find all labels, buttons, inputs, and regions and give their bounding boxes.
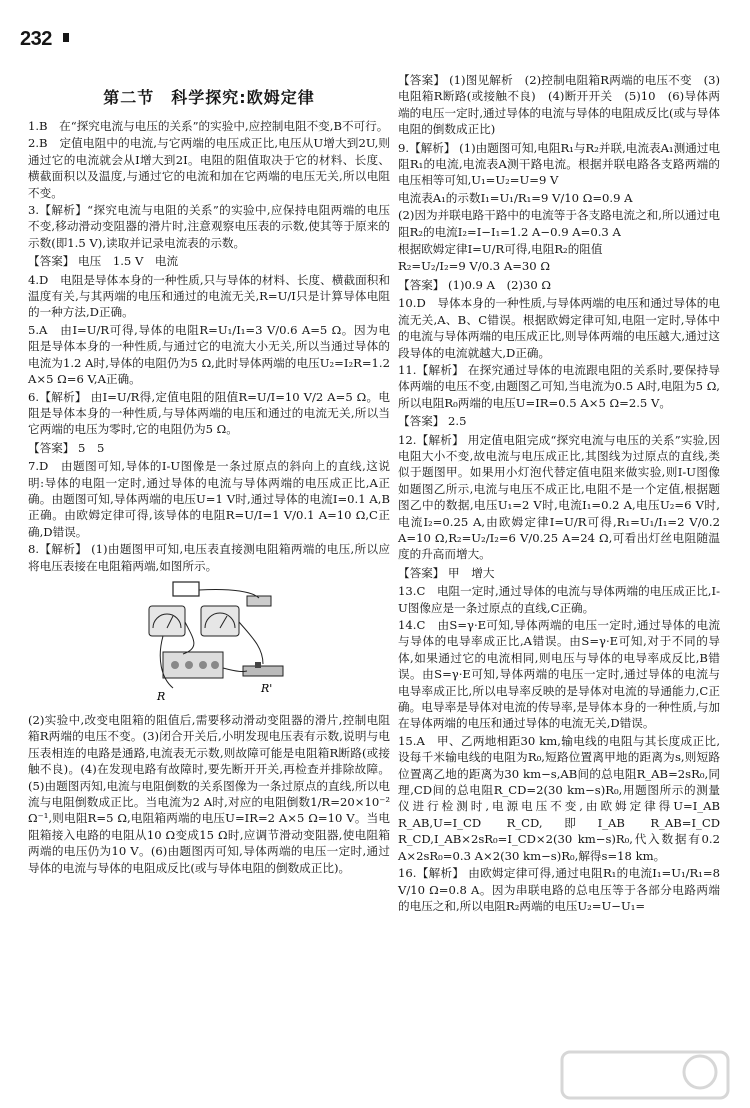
page-number: 232 [20,28,52,50]
left-column [28,118,390,877]
watermark-logo [560,1050,730,1100]
answer-9-analysis: 9.【解析】 (1)由题图可知,电阻R₁与R₂并联,电流表A₁测通过电阻R₁的电流,电流表A测干路电流。根据并联电路各支路两端的电压相等可知,U₁=U₂=U=9 V [398,140,720,188]
figure-label-r: R [157,689,166,703]
circuit-diagram [143,578,291,708]
answer-3-key: 【答案】 电压 1.5 V 电流 [28,254,179,269]
right-column [398,70,720,915]
answer-9-key: 【答案】 (1)0.9 A (2)30 Ω [398,277,552,292]
answer-9-line-b: 电流表A₁的示数I₁=U₁/R₁=9 V/10 Ω=0.9 A [398,190,633,205]
circuit-figure [143,578,291,708]
answer-9-line-c: (2)因为并联电路干路中的电流等于各支路电流之和,所以通过电阻R₂的电流I₂=I−I₁=1.2 A−0.9 A=0.3 A [398,208,720,239]
answer-12-key: 【答案】 甲 增大 [398,565,495,580]
answer-6-key: 【答案】 5 5 [28,440,105,455]
answer-13: 13.C 电阻一定时,通过导体的电流与导体两端的电压成正比,I-U图像应是一条过原点的直线,C正确。 [398,584,720,615]
answer-8-analysis-cont: (2)实验中,改变电阻箱的阻值后,需要移动滑动变阻器的滑片,控制电阻箱R两端的电压不变。(3)闭合开关后,小明发现电压表有示数,说明与电压表相连的电路是通路,电流表无示数,则故障可能是电阻箱R断路(或接触不良)。(4)在发现电路有故障时,要先断开开关,再检查并排除故障。(5)由题图丙知,电流与电阻倒数的关系图像为一条过原点的直线,所以电流与电阻倒数成正比。当电流为2 A时,对应的电阻倒数1/R=20×10⁻² Ω⁻¹,则电阻R=5 Ω,电阻箱两端的电压U=IR=2 A×5 Ω=10 V。当电阻箱接入电路的电阻从10 Ω变成15 Ω时,应调节滑动变阻器,使电阻箱两端的电压仍为10 V。(6)由题图丙可知,导体两端的电压一定时,通过导体的电流与导体的电阻成反比(或与导体电阻的倒数成正比)。 [28,712,390,875]
answer-3-analysis: 3.【解析】“探究电流与电阻的关系”的实验中,应保持电阻两端的电压不变,移动滑动变阻器的滑片时,注意观察电压表的示数,使其等于原来的示数(即1.5 V),读取并记录电流表的示数。 [28,203,390,250]
answer-9-line-e: R₂=U₂/I₂=9 V/0.3 A=30 Ω [398,259,550,274]
answer-14: 14.C 由S=γ·E可知,导体两端的电压一定时,通过导体的电流与导体的电导率成正比,A错误。由S=γ·E可知,对于不同的导体,如果通过它的电流相同,则电压与导体的电导率成反比,B错误。由S=γ·E可知,导体两端的电压一定时,通过导体的电流与电导率成正比,所以电导率反映的是导体对电流的导通能力,C正确。电导率是导体对电流的传导率,是导体本身的一种性质,与加在导体两端的电压和通过导体的电流无关,D错误。 [398,618,720,731]
answer-12-analysis: 12.【解析】 用定值电阻完成“探究电流与电压的关系”实验,因电阻大小不变,故电流与电压成正比,其图线为过原点的直线,类似于题图甲。如果用小灯泡代替定值电阻来做实验,则I-U图像如题图乙所示,电流与电压不成正比,电阻不是一个定值,根据题图乙中的数据,电压U₁=2 V时,电流I₁=0.2 A,电压U₂=6 V时,电流I₂=0.25 A,由欧姆定律I=U/R可得,R₁=U₁/I₁=2 V/0.2 A=10 Ω,R₂=U₂/I₂=6 V/0.25 A=24 Ω,可看出灯丝电阻随温度的升高而增大。 [398,432,720,562]
section-title: 第二节 科学探究:欧姆定律 [103,88,315,107]
page-mark-icon [63,33,69,42]
answer-11-analysis: 11.【解析】 在探究通过导体的电流跟电阻的关系时,要保持导体两端的电压不变,由题图乙可知,当电流为0.5 A时,电阻为5 Ω,所以电阻R₀两端的电压U=IR=0.5 A×5 Ω=2.5 V。 [398,362,720,410]
answer-8-analysis: 8.【解析】 (1)由题图甲可知,电压表直接测电阻箱两端的电压,所以应将电压表接在电阻箱两端,如图所示。 [28,542,390,573]
figure-label-r-prime: R' [261,681,273,695]
answer-16-analysis: 16.【解析】 由欧姆定律可得,通过电阻R₁的电流I₁=U₁/R₁=8 V/10 Ω=0.8 A。因为串联电路的总电压等于各部分电路两端的电压之和,所以电阻R₂两端的电压U₂=U−U₁= [398,866,720,913]
answer-5: 5.A 由I=U/R可得,导体的电阻R=U₁/I₁=3 V/0.6 A=5 Ω。因为电阻是导体本身的一种性质,与通过它的电流大小无关,所以当通过导体的电流为1.2 A时,导体的电阻仍为5 Ω,此时导体两端的电压U₂=I₂R=1.2 A×5 Ω=6 V,A正确。 [28,322,390,387]
answer-10: 10.D 导体本身的一种性质,与导体两端的电压和通过导体的电流无关,A、B、C错误。根据欧姆定律可知,电阻一定时,导体中的电流与导体两端的电压成正比,则导体两端的电压越大,通过这段导体的电流就越大,D正确。 [398,296,720,360]
answer-11-key: 【答案】 2.5 [398,414,467,429]
answer-2: 2.B 定值电阻中的电流,与它两端的电压成正比,电压从U增大到2U,则通过它的电流就会从I增大到2I。电阻的阻值取决于它的材料、长度、横截面积以及温度,与通过它的电流和加在它两端的电压无关,所以电阻不变。 [28,136,390,200]
answer-8-key: 【答案】 (1)图见解析 (2)控制电阻箱R两端的电压不变 (3)电阻箱R断路(或接触不良) (4)断开开关 (5)10 (6)导体两端的电压一定时,通过导体的电流与导体的电阻成反比(或与导体电阻的倒数成正比) [398,73,720,137]
answer-1: 1.B 在“探究电流与电压的关系”的实验中,应控制电阻不变,B不可行。 [28,119,389,133]
answer-15: 15.A 甲、乙两地相距30 km,输电线的电阻与其长度成正比,设每千米输电线的电阻为R₀,短路位置离甲地的距离为s,则短路位置离乙地的距离为30 km−s,AB间的总电阻R_AB=2sR₀,同理,CD间的总电阻R_CD=2(30 km−s)R₀,用题图所示的测量仪进行检测时,电源电压不变,由欧姆定律得U=I_AB R_AB,U=I_CD R_CD,即I_AB R_AB=I_CD R_CD,I_AB×2sR₀=I_CD×2(30 km−s)R₀,代入数据有0.2 A×2sR₀=0.3 A×2(30 km−s)R₀,解得s=18 km。 [398,733,720,863]
answer-9-line-d: 根据欧姆定律I=U/R可得,电阻R₂的阻值 [398,242,603,257]
answer-4: 4.D 电阻是导体本身的一种性质,只与导体的材料、长度、横截面积和温度有关,与其两端的电压和通过的电流无关,R=U/I只是计算导体电阻的一种方法,D正确。 [28,272,390,320]
answer-6-analysis: 6.【解析】 由I=U/R得,定值电阻的阻值R=U/I=10 V/2 A=5 Ω。电阻是导体本身的一种性质,与导体两端的电压和通过的电流无关,所以当它两端的电压为零时,它的电阻仍为5 Ω。 [28,389,390,437]
answer-7: 7.D 由题图可知,导体的I-U图像是一条过原点的斜向上的直线,这说明:导体的电阻一定时,通过导体的电流与导体两端的电压成正比,A正确。由题图可知,导体两端的电压U=1 V时,通过导体的电流I=0.1 A,B正确。由欧姆定律可得,该导体的电阻R=U/I=1 V/0.1 A=10 Ω,C正确,D错误。 [28,459,390,539]
